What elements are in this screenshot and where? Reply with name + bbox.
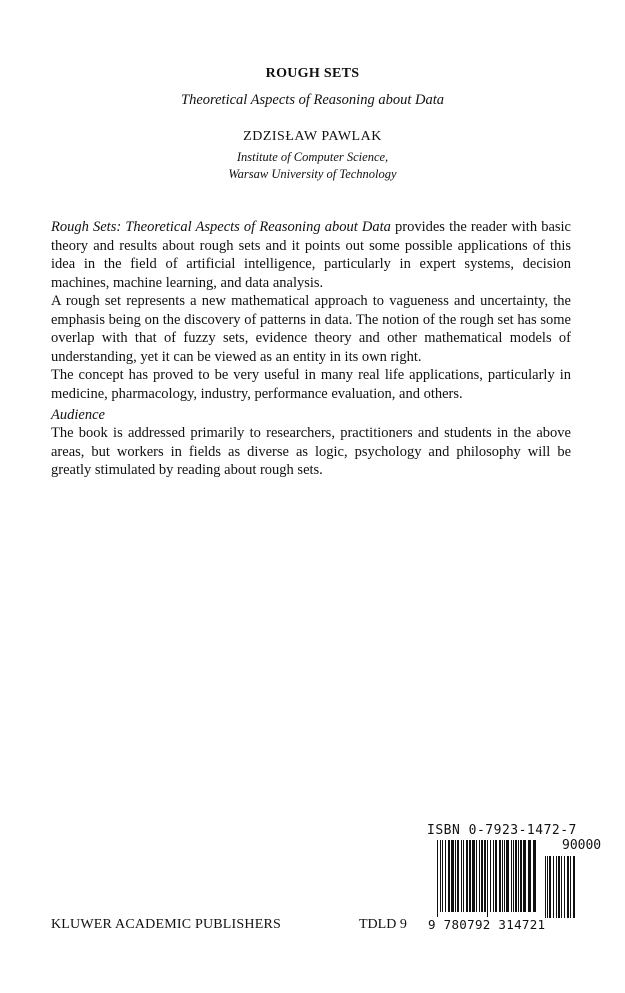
description-paragraph-1-text: provides the reader with basic theory and results about rough sets and it points out some possible applications of this idea in the field of artificial intelligence, particularly in expert systems, decision machines, machine learning, and data analysis. xyxy=(51,219,571,291)
book-title: ROUGH SETS xyxy=(265,66,360,81)
book-title-reference: Rough Sets: Theoretical Aspects of Reasoning about Data xyxy=(51,219,391,235)
catalog-code: TDLD 9 xyxy=(359,917,407,932)
affiliation-line-2: Warsaw University of Technology xyxy=(228,167,397,181)
audience-heading: Audience xyxy=(51,407,105,423)
description-paragraph-1 xyxy=(51,218,571,292)
barcode-image xyxy=(437,840,577,918)
description-paragraph-2: A rough set represents a new mathematical approach to vagueness and uncertainty, the emphasis being on the discovery of patterns in data. The notion of the rough set has some overlap with that of fuzzy sets, evidence theory and other mathematical models of understanding, yet it can be viewed as an entity in its own right. xyxy=(51,293,571,365)
isbn-label: ISBN 0-7923-1472-7 xyxy=(427,823,577,838)
author-affiliation xyxy=(0,149,625,183)
barcode-ean-digits: 9 780792 314721 xyxy=(428,917,546,932)
book-subtitle: Theoretical Aspects of Reasoning about Data xyxy=(181,92,444,108)
author-name: ZDZISŁAW PAWLAK xyxy=(243,129,382,144)
barcode-addon-digits: 90000 xyxy=(562,838,602,853)
description-paragraph-3: The concept has proved to be very useful in many real life applications, particularly in medicine, pharmacology, industry, performance evaluation, and others. xyxy=(51,367,571,402)
affiliation-line-1: Institute of Computer Science, xyxy=(236,150,389,164)
publisher-name: KLUWER ACADEMIC PUBLISHERS xyxy=(51,917,281,932)
audience-paragraph: The book is addressed primarily to researchers, practitioners and students in the above areas, but workers in fields as diverse as logic, psychology and philosophy will be greatly stimulated by reading about rough sets. xyxy=(51,425,571,478)
